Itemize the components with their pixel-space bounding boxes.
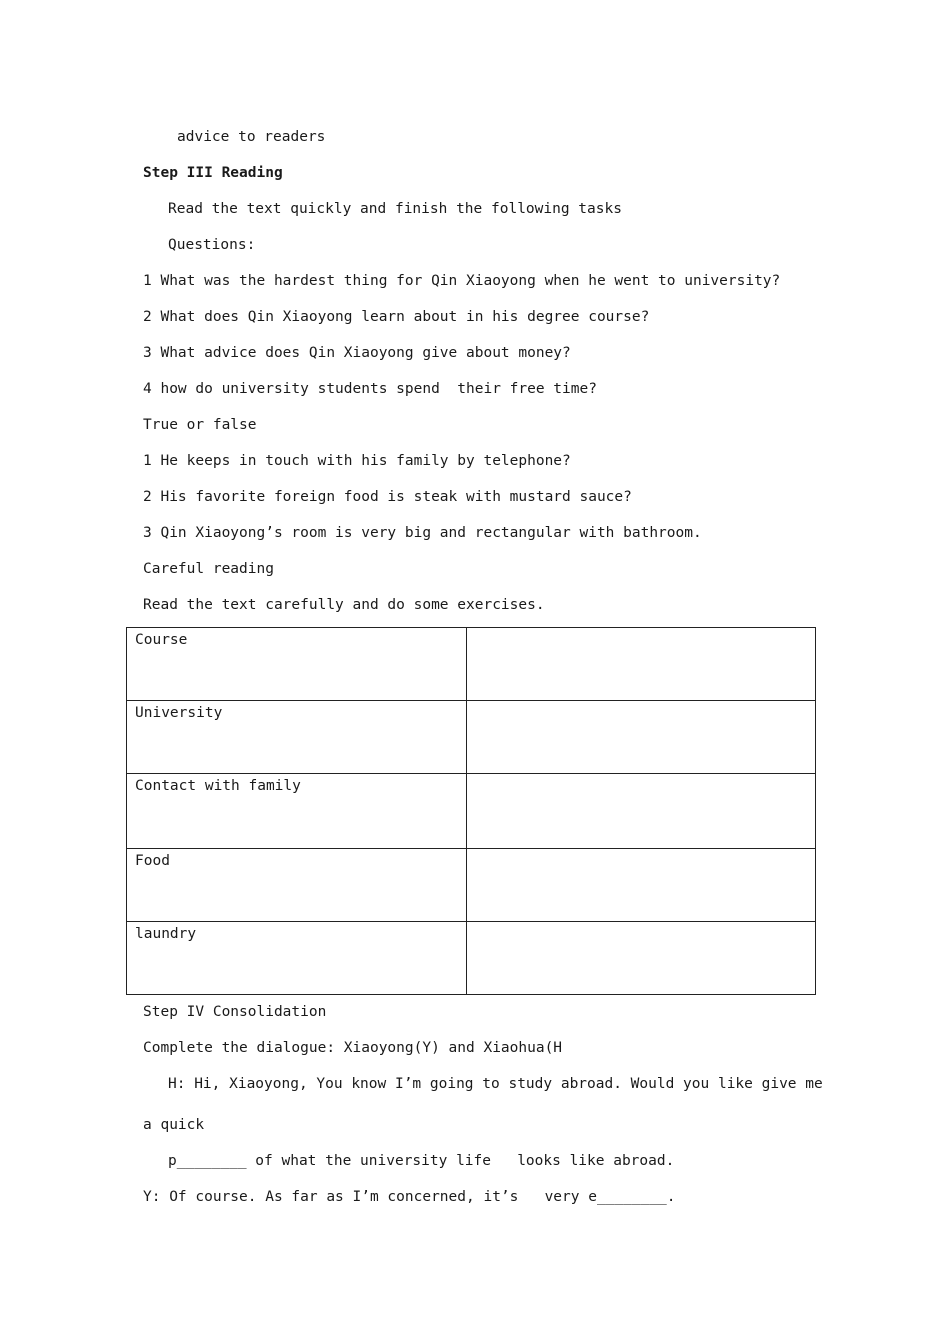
careful-reading-label: Careful reading bbox=[143, 561, 274, 577]
intro-line: advice to readers bbox=[177, 129, 326, 145]
step3-instruction: Read the text quickly and finish the following tasks bbox=[168, 201, 622, 217]
table-row bbox=[127, 701, 816, 774]
step4-instruction: Complete the dialogue: Xiaoyong(Y) and Xiaohua(H bbox=[143, 1040, 563, 1056]
dialogue-line: p________ of what the university life looks like abroad. bbox=[168, 1153, 675, 1169]
dialogue-line: H: Hi, Xiaoyong, You know I’m going to study abroad. Would you like give me bbox=[168, 1076, 823, 1092]
answer-cell[interactable] bbox=[467, 774, 816, 849]
table-row bbox=[127, 628, 816, 701]
exercise-table bbox=[126, 627, 816, 995]
true-false-item: 3 Qin Xiaoyong’s room is very big and rectangular with bathroom. bbox=[143, 525, 702, 541]
questions-label: Questions: bbox=[168, 237, 256, 253]
careful-reading-instruction: Read the text carefully and do some exercises. bbox=[143, 597, 545, 613]
table-row bbox=[127, 774, 816, 849]
question-item: 3 What advice does Qin Xiaoyong give about money? bbox=[143, 345, 571, 361]
row-label: laundry bbox=[127, 922, 467, 995]
answer-cell[interactable] bbox=[467, 628, 816, 701]
row-label: University bbox=[127, 701, 467, 774]
question-item: 1 What was the hardest thing for Qin Xiaoyong when he went to university? bbox=[143, 273, 781, 289]
dialogue-line: Y: Of course. As far as I’m concerned, it’s very e________. bbox=[143, 1189, 676, 1205]
true-false-item: 1 He keeps in touch with his family by telephone? bbox=[143, 453, 571, 469]
true-false-item: 2 His favorite foreign food is steak with mustard sauce? bbox=[143, 489, 632, 505]
question-item: 2 What does Qin Xiaoyong learn about in his degree course? bbox=[143, 309, 650, 325]
row-label: Food bbox=[127, 849, 467, 922]
row-label: Contact with family bbox=[127, 774, 467, 849]
table-row bbox=[127, 922, 816, 995]
answer-cell[interactable] bbox=[467, 701, 816, 774]
answer-cell[interactable] bbox=[467, 922, 816, 995]
step4-heading: Step IV Consolidation bbox=[143, 1004, 327, 1020]
step3-heading: Step III Reading bbox=[143, 165, 283, 181]
dialogue-line: a quick bbox=[143, 1117, 205, 1133]
answer-cell[interactable] bbox=[467, 849, 816, 922]
question-item: 4 how do university students spend their free time? bbox=[143, 381, 597, 397]
table-row bbox=[127, 849, 816, 922]
row-label: Course bbox=[127, 628, 467, 701]
true-false-label: True or false bbox=[143, 417, 257, 433]
